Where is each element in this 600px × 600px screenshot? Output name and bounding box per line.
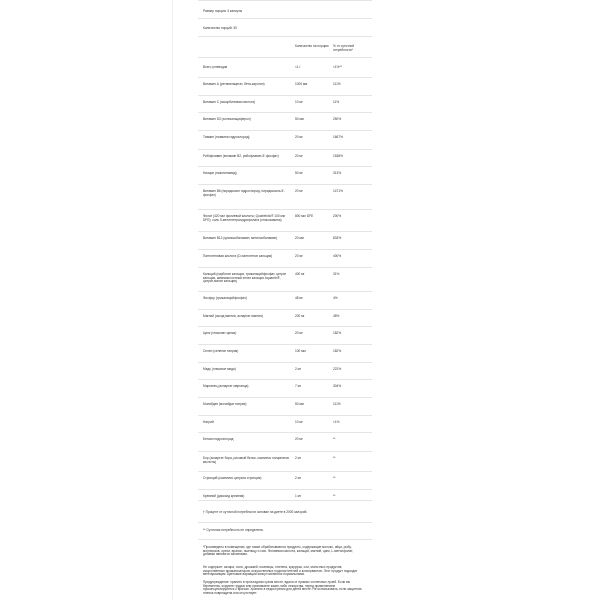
nutrient-amount: 200 мг [295, 314, 305, 318]
row-divider [198, 309, 372, 310]
row-divider [198, 130, 372, 131]
nutrient-dv: 1471% [333, 189, 343, 193]
nutrient-amount: 20 мг [295, 437, 303, 441]
serving-size: Размер порции: 4 капсулы [203, 9, 243, 13]
nutrient-dv: <1%** [333, 65, 342, 69]
nutrient-amount: 10 мг [295, 100, 303, 104]
nutrient-dv: 250% [333, 117, 342, 121]
nutrient-dv: 48% [333, 314, 340, 318]
nutrient-dv: 313% [333, 171, 342, 175]
row-divider [198, 231, 372, 232]
nutrient-amount: 2 мг [295, 476, 302, 480]
nutrient-name: Кремний (диоксид кремния) [203, 494, 245, 498]
nutrient-name: Медь (глюконат меди) [203, 367, 236, 371]
nutrient-name: Магний (оксид магния, аспартат магния) [203, 314, 263, 318]
nutrient-name: Витамин B6 (пиридоксин гидрохлорид, пиридоксаль-5'-фосфат) [203, 189, 285, 197]
nutrient-amount: 50 мкг [295, 117, 305, 121]
manufacturing-note: *Произведено в помещении, где также обрабатываются продукты, содержащие молоко, яйца, рыбу, моллюсков, орехи, арахис, пшеницу и сою. Фолиевая кислота, кальций, магний, цинк, L-метилфолат, добавки являются активными. [203, 545, 354, 557]
nutrient-dv: 111% [333, 402, 341, 406]
nutrient-dv: 1538% [333, 154, 343, 158]
row-divider [198, 95, 372, 96]
nutrient-dv: ** [333, 476, 336, 480]
nutrient-amount: 2 мг [295, 367, 302, 371]
nutrient-name: Всего углеводов [203, 65, 228, 69]
nutrient-name: Кальций (карбонат кальция, трикальцийфосфат, цитрат кальция, аминокислотный хелат кальция Aquamin®, цитрат-малат кальция) [203, 272, 287, 284]
nutrient-dv: ** [333, 437, 336, 441]
row-divider [198, 112, 372, 113]
nutrient-dv: 111% [333, 82, 341, 86]
nutrient-dv: 222% [333, 367, 342, 371]
nutrient-name: Цинк (глюконат цинка) [203, 331, 237, 335]
row-divider [198, 209, 372, 210]
nutrient-amount: 20 мг [295, 135, 303, 139]
nutrient-amount: 50 мкг [295, 402, 305, 406]
nutrient-amount: 20 мг [295, 189, 303, 193]
nutrient-amount: 7 мг [295, 384, 302, 388]
footnote-dv-basis: † Процент от суточной потребности основан на диете в 2000 калорий. [203, 510, 308, 514]
nutrient-dv: 182% [333, 349, 342, 353]
nutrient-name: Витамин А (ретинилацетат, бета-каротин) [203, 82, 265, 86]
nutrient-name: Тиамин (тиамина гидрохлорид) [203, 135, 250, 139]
nutrient-name: Витамин D3 (холекальциферол) [203, 117, 251, 121]
nutrient-amount: 2 мг [295, 456, 302, 460]
nutrient-dv: 304% [333, 384, 342, 388]
nutrient-amount: 1000 мкг [295, 82, 308, 86]
divider [198, 522, 372, 523]
nutrient-name: Натрий [203, 420, 214, 424]
nutrient-name: Рибофлавин (витамин B2, рибофлавин-5'-фосфат) [203, 154, 279, 158]
row-divider [198, 77, 372, 78]
nutrient-amount: 1 мг [295, 494, 302, 498]
nutrient-name: Марганец (аспартат марганца) [203, 384, 249, 388]
row-divider [198, 451, 372, 452]
nutrient-amount: 800 мкг DFE [295, 214, 314, 218]
divider [198, 18, 372, 19]
nutrient-name: Стронций (комплекс цитрата стронция) [203, 476, 262, 480]
nutrient-name: Пантотеновая кислота (D-пантотенат кальция) [203, 254, 273, 258]
row-divider [198, 432, 372, 433]
row-divider [198, 379, 372, 380]
row-divider [198, 500, 372, 501]
nutrient-dv: <1% [333, 420, 340, 424]
nutrient-amount: 400 мг [295, 272, 305, 276]
row-divider [198, 291, 372, 292]
row-divider [198, 166, 372, 167]
row-divider [198, 326, 372, 327]
row-divider [198, 149, 372, 150]
nutrient-amount: 100 мкг [295, 349, 306, 353]
divider [198, 0, 372, 1]
nutrient-dv: 31% [333, 272, 340, 276]
nutrient-dv: 4% [333, 296, 338, 300]
nutrient-amount: 20 мг [295, 154, 303, 158]
nutrient-name: Витамин С (аскорбиновая кислота) [203, 100, 256, 104]
row-divider [198, 249, 372, 250]
nutrient-amount: 20 мг [295, 254, 303, 258]
nutrient-dv: ** [333, 494, 336, 498]
nutrient-dv: 400% [333, 254, 342, 258]
divider [198, 539, 372, 540]
row-divider [198, 344, 372, 345]
nutrient-name: Витамин B12 (цианокобаламин, метилкобаламин) [203, 236, 278, 240]
row-divider [198, 471, 372, 472]
nutrient-dv: 182% [333, 331, 342, 335]
nutrient-dv: 11% [333, 100, 340, 104]
nutrient-amount: 10 мг [295, 420, 303, 424]
nutrient-name: Селен (селенат натрия) [203, 349, 239, 353]
nutrient-name: Молибден (молибдат натрия) [203, 402, 247, 406]
free-from-note: Не содержит: сахара, соли, дрожжей, пшеницы, глютена, кукурузы, сои, молочных продуктов, искусственных ароматизаторов, искусственных подсластителей и консервантов. Этот продукт подходит вегетарианцам. Цветовые вариации капсул являются нормальными. [203, 565, 358, 577]
divider [198, 36, 372, 37]
row-divider [198, 489, 372, 490]
nutrient-amount: 50 мг [295, 171, 303, 175]
nutrient-amount: 48 мг [295, 296, 303, 300]
nutrient-name: Бор (аспартат бора, рисовый белок, комплекс глицинатов кислоты) [203, 456, 289, 464]
right-border [172, 0, 173, 600]
row-divider [198, 184, 372, 185]
nutrient-dv: 200% [333, 214, 342, 218]
nutrient-amount: 20 мкг [295, 236, 305, 240]
row-divider [198, 267, 372, 268]
nutrient-amount: 20 мг [295, 331, 303, 335]
row-divider [198, 397, 372, 398]
nutrient-name: Ниацин (никотинамид) [203, 171, 237, 175]
nutrient-dv: 833% [333, 236, 342, 240]
nutrient-name: Фосфор (трикальцийфосфат) [203, 296, 247, 300]
divider [198, 57, 372, 58]
footnote-not-established: ** Суточная потребность не определена. [203, 528, 264, 532]
row-divider [198, 415, 372, 416]
nutrient-dv: 1667% [333, 135, 343, 139]
nutrient-name: Фолат (420 мкг фолиевой кислоты; Quatrefolic® 100 мкг DFE); соль 5-метилтетрагидрофолата (глюкозамина) [203, 214, 286, 222]
amount-header: Количество на порцию [295, 44, 329, 48]
nutrient-name: Бетаин гидрохлорид [203, 437, 234, 441]
dv-header: % от суточной потребности* [333, 44, 355, 52]
warning-note: Предупреждение: хранить в прохладном сухом месте, вдали от прямых солнечных лучей. Если вы беременны, кормите грудью или принимаете какие-либо лекарства, перед применением проконсультируйтесь с врачом. Хранить в недоступном для детей месте. Не использовать, если защитная пленка повреждена или отсутствует. [203, 580, 362, 595]
nutrient-amount: <1 г [295, 65, 301, 69]
row-divider [198, 362, 372, 363]
servings-per-container: Количество порций: 30 [203, 26, 237, 30]
nutrient-dv: ** [333, 456, 336, 460]
